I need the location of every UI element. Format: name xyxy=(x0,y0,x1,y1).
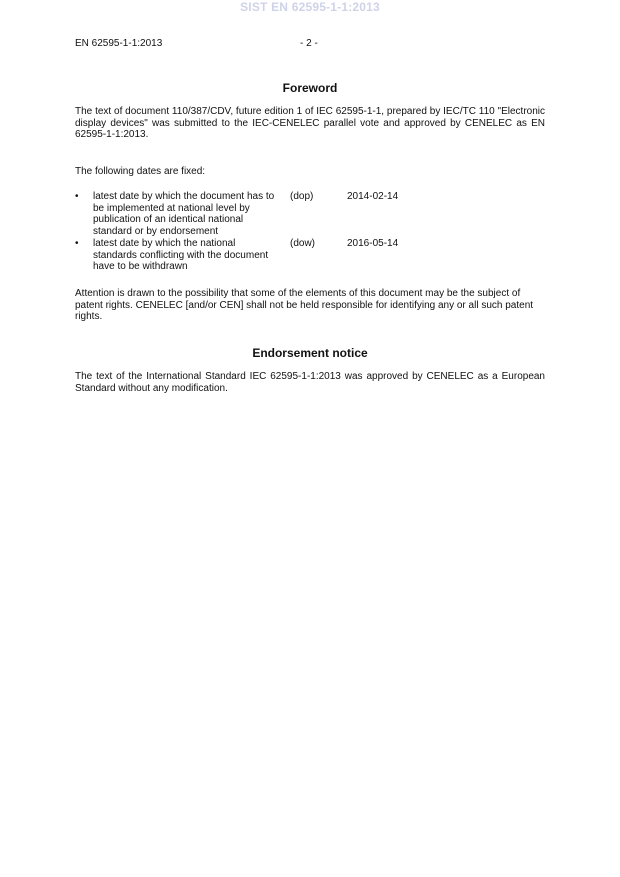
date-description: latest date by which the national standards conflicting with the document have to be withdrawn xyxy=(93,238,269,272)
page-number: - 2 - xyxy=(300,38,318,49)
date-value: 2016-05-14 xyxy=(347,238,399,249)
bullet: • xyxy=(75,191,79,202)
watermark-text: SIST EN 62595-1-1:2013 xyxy=(240,0,380,14)
document-id: EN 62595-1-1:2013 xyxy=(75,38,163,49)
bullet: • xyxy=(75,238,79,249)
foreword-title: Foreword xyxy=(282,81,338,95)
page-header xyxy=(75,38,545,52)
date-description: latest date by which the document has to be implemented at national level by publication of an identical national standard or by endorsement xyxy=(93,191,275,237)
endorsement-title: Endorsement notice xyxy=(252,346,368,360)
dates-intro: The following dates are fixed: xyxy=(75,166,206,177)
date-row-dop xyxy=(75,191,545,238)
endorsement-text: The text of the International Standard IEC 62595-1-1:2013 was approved by CENELEC as a European Standard without any modification. xyxy=(75,371,545,394)
date-abbreviation: (dop) xyxy=(290,191,314,202)
date-value: 2014-02-14 xyxy=(347,191,399,202)
attention-paragraph: Attention is drawn to the possibility that some of the elements of this document may be the subject of patent rights. CENELEC [and/or CEN] shall not be held responsible for identifying any or all such patent rights. xyxy=(75,288,534,322)
date-abbreviation: (dow) xyxy=(290,238,316,249)
foreword-intro: The text of document 110/387/CDV, future edition 1 of IEC 62595-1-1, prepared by IEC/TC 110 "Electronic display devices" was submitted to the IEC-CENELEC parallel vote and approved by CENELEC as EN 62595-1-1:2013. xyxy=(75,106,545,140)
dates-list xyxy=(75,191,545,274)
date-row-dow xyxy=(75,238,545,274)
